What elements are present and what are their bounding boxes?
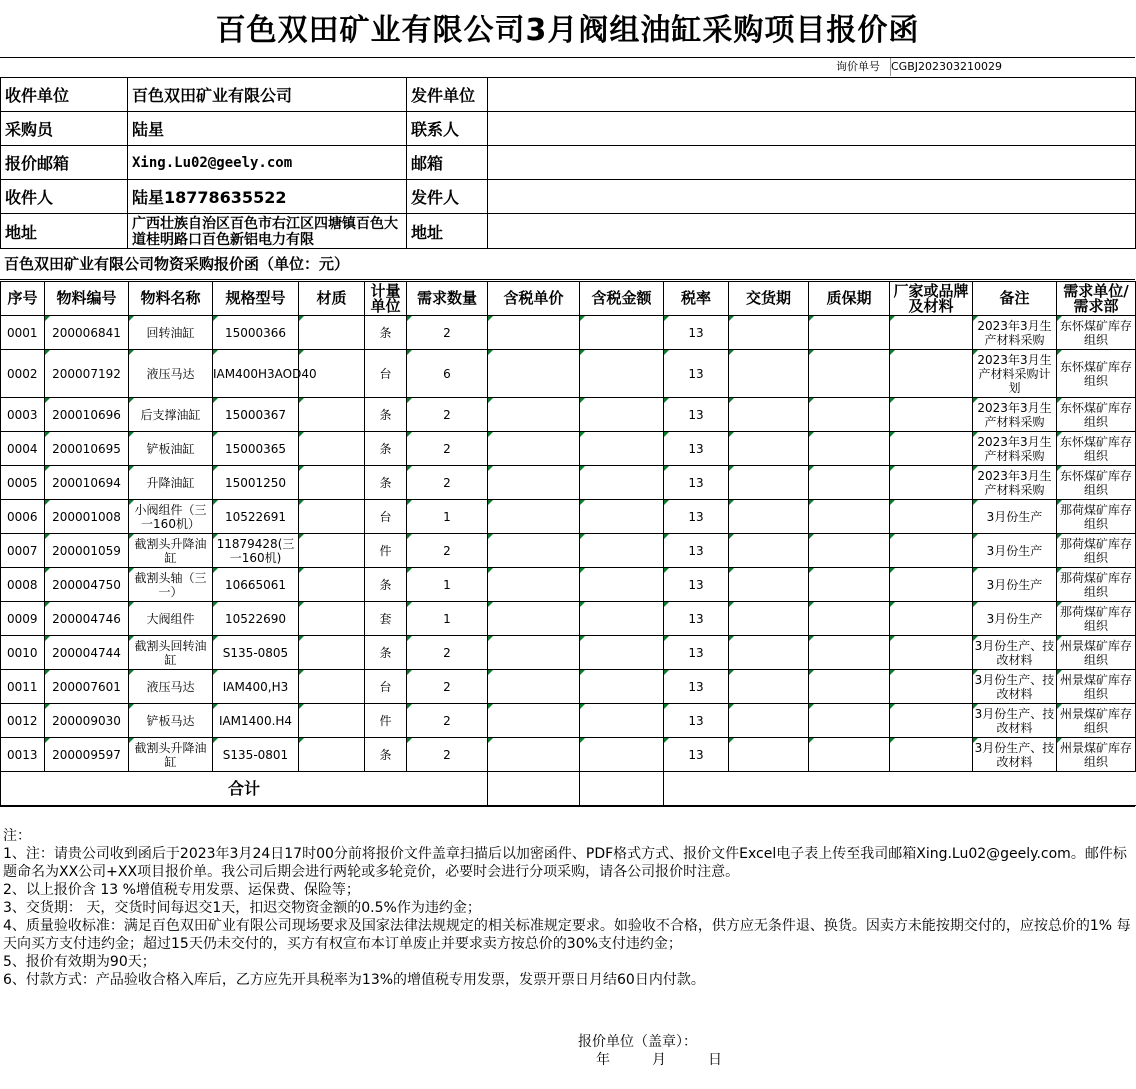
item-no: 0002 [1,350,45,398]
item-material [299,398,365,432]
item-warranty [809,704,890,738]
item-unit: 条 [365,568,407,602]
item-code: 200010696 [45,398,129,432]
item-delivery [729,636,809,670]
item-unit-price [488,534,580,568]
item-unit-price [488,398,580,432]
item-dept: 东怀煤矿库存组织 [1057,398,1136,432]
item-tax-rate: 13 [664,670,729,704]
item-no: 0006 [1,500,45,534]
table-row [1,670,1136,704]
item-spec: 15000366 [213,316,299,350]
item-name: 截割头升降油缸 [129,534,213,568]
item-qty: 2 [407,704,488,738]
item-name: 截割头升降油缸 [129,738,213,772]
item-warranty [809,466,890,500]
item-name: 截割头回转油缸 [129,636,213,670]
item-code: 200010695 [45,432,129,466]
email-value [488,146,1136,180]
sender-receiver-table [0,77,1136,249]
table-row [1,636,1136,670]
item-qty: 2 [407,432,488,466]
items-table [0,281,1136,806]
item-qty: 1 [407,602,488,636]
item-brand [890,350,973,398]
item-dept: 东怀煤矿库存组织 [1057,432,1136,466]
item-delivery [729,534,809,568]
item-amount [580,738,664,772]
item-warranty [809,568,890,602]
item-dept: 州景煤矿库存组织 [1057,636,1136,670]
col-header-spec: 规格型号 [213,282,299,316]
item-tax-rate: 13 [664,738,729,772]
item-name: 小阀组件（三一160机） [129,500,213,534]
item-code: 200004744 [45,636,129,670]
item-warranty [809,670,890,704]
item-unit-price [488,738,580,772]
item-spec: 15000365 [213,432,299,466]
item-unit: 条 [365,398,407,432]
note-line: 5、报价有效期为90天； [3,954,156,970]
item-brand [890,704,973,738]
sender-value [488,180,1136,214]
item-spec: 15000367 [213,398,299,432]
item-name: 截割头轴（三一） [129,568,213,602]
sender-company-label: 发件单位 [407,78,488,112]
item-unit: 条 [365,636,407,670]
header-row [1,78,1136,112]
item-material [299,350,365,398]
note-line: 4、质量验收标准：满足百色双田矿业有限公司现场要求及国家法律法规规定的相关标准规定要求。如验收不合格，供方应无条件退、换货。因卖方未能按期交付的，应按总价的1% 每天向买方支付违约金；超过15天仍未交付的，买方有权宣布本订单废止并要求卖方按总价的30%支付违约金； [3,918,1131,952]
item-name: 液压马达 [129,670,213,704]
item-qty: 2 [407,466,488,500]
col-header-remark: 备注 [973,282,1057,316]
item-remark: 2023年3月生产材料采购计划 [973,350,1057,398]
item-tax-rate: 13 [664,432,729,466]
item-code: 200009030 [45,704,129,738]
item-brand [890,738,973,772]
item-dept: 东怀煤矿库存组织 [1057,350,1136,398]
item-warranty [809,398,890,432]
item-spec: 11879428(三一160机) [213,534,299,568]
inquiry-number-value: CGBJ202303210029 [890,58,1135,76]
item-unit: 条 [365,432,407,466]
table-row [1,432,1136,466]
item-remark: 2023年3月生产材料采购 [973,466,1057,500]
item-qty: 2 [407,534,488,568]
header-row [1,146,1136,180]
item-code: 200001008 [45,500,129,534]
quote-email-value: Xing.Lu02@geely.com [128,146,407,180]
item-spec: 15001250 [213,466,299,500]
item-dept: 那荷煤矿库存组织 [1057,602,1136,636]
item-unit: 条 [365,316,407,350]
item-material [299,316,365,350]
item-no: 0008 [1,568,45,602]
col-header-unit: 计量单位 [365,282,407,316]
item-no: 0009 [1,602,45,636]
item-amount [580,350,664,398]
item-qty: 6 [407,350,488,398]
item-unit: 台 [365,670,407,704]
col-header-delivery: 交货期 [729,282,809,316]
item-unit-price [488,432,580,466]
note-line: 6、付款方式：产品验收合格入库后，乙方应先开具税率为13%的增值税专用发票，发票开票日月结60日内付款。 [3,972,705,988]
table-row [1,568,1136,602]
recipient-label: 收件人 [1,180,128,214]
signature-block [578,1033,722,1069]
total-unit-price-cell [488,772,580,806]
item-material [299,500,365,534]
item-dept: 州景煤矿库存组织 [1057,670,1136,704]
item-tax-rate: 13 [664,466,729,500]
item-delivery [729,500,809,534]
item-spec: 10522691 [213,500,299,534]
item-remark: 3月份生产、技改材料 [973,670,1057,704]
item-amount [580,316,664,350]
sender-address-value [488,214,1136,249]
header-row [1,112,1136,146]
item-unit-price [488,466,580,500]
item-material [299,670,365,704]
item-tax-rate: 13 [664,316,729,350]
item-brand [890,670,973,704]
item-amount [580,500,664,534]
item-no: 0004 [1,432,45,466]
total-label: 合计 [1,772,488,806]
email-label: 邮箱 [407,146,488,180]
col-header-material: 材质 [299,282,365,316]
item-warranty [809,350,890,398]
item-qty: 2 [407,398,488,432]
recipient-value: 陆星18778635522 [128,180,407,214]
item-tax-rate: 13 [664,350,729,398]
item-amount [580,670,664,704]
item-qty: 1 [407,500,488,534]
item-remark: 2023年3月生产材料采购 [973,432,1057,466]
item-warranty [809,534,890,568]
buyer-label: 采购员 [1,112,128,146]
notes-section [0,806,1135,1089]
table-row [1,704,1136,738]
item-amount [580,636,664,670]
item-unit-price [488,568,580,602]
item-no: 0001 [1,316,45,350]
item-name: 升降油缸 [129,466,213,500]
contact-value [488,112,1136,146]
table-row [1,466,1136,500]
col-header-name: 物料名称 [129,282,213,316]
item-code: 200007601 [45,670,129,704]
item-remark: 3月份生产、技改材料 [973,704,1057,738]
item-remark: 3月份生产 [973,500,1057,534]
note-line: 1、注：请贵公司收到函后于2023年3月24日17时00分前将报价文件盖章扫描后以加密函件、PDF格式方式、报价文件Excel电子表上传至我司邮箱Xing.Lu02@geely.com。邮件标题命名为XX公司+XX项目报价单。我公司后期会进行两轮或多轮竞价，必要时会进行分项采购，请各公司报价时注意。 [3,846,1127,880]
item-amount [580,466,664,500]
item-code: 200006841 [45,316,129,350]
item-code: 200009597 [45,738,129,772]
item-delivery [729,738,809,772]
item-name: 铲板油缸 [129,432,213,466]
item-material [299,432,365,466]
item-dept: 那荷煤矿库存组织 [1057,500,1136,534]
item-spec: IAM400H3AOD40 [213,350,299,398]
col-header-qty: 需求数量 [407,282,488,316]
item-brand [890,466,973,500]
item-name: 大阀组件 [129,602,213,636]
item-material [299,466,365,500]
item-no: 0007 [1,534,45,568]
item-amount [580,568,664,602]
item-material [299,636,365,670]
item-no: 0013 [1,738,45,772]
item-amount [580,602,664,636]
address-value: 广西壮族自治区百色市右江区四塘镇百色大道桂明路口百色新铝电力有限 [128,214,407,249]
item-material [299,602,365,636]
item-delivery [729,704,809,738]
note-line: 注： [3,828,31,844]
note-line: 2、以上报价含 13 %增值税专用发票、运保费、保险等； [3,882,360,898]
recipient-company-label: 收件单位 [1,78,128,112]
item-brand [890,602,973,636]
item-brand [890,568,973,602]
quote-email-label: 报价邮箱 [1,146,128,180]
item-qty: 2 [407,738,488,772]
item-delivery [729,568,809,602]
item-delivery [729,316,809,350]
item-delivery [729,602,809,636]
address-label: 地址 [1,214,128,249]
item-tax-rate: 13 [664,602,729,636]
item-unit: 台 [365,500,407,534]
item-delivery [729,670,809,704]
item-brand [890,398,973,432]
item-unit-price [488,636,580,670]
item-code: 200007192 [45,350,129,398]
col-header-unit-price: 含税单价 [488,282,580,316]
recipient-company-value: 百色双田矿业有限公司 [128,78,407,112]
item-spec: IAM400,H3 [213,670,299,704]
item-spec: S135-0805 [213,636,299,670]
signature-date: 年 月 日 [596,1052,722,1068]
item-name: 铲板马达 [129,704,213,738]
item-unit: 条 [365,738,407,772]
item-code: 200004746 [45,602,129,636]
item-unit: 条 [365,466,407,500]
table-row [1,534,1136,568]
item-brand [890,636,973,670]
item-warranty [809,316,890,350]
item-remark: 2023年3月生产材料采购 [973,398,1057,432]
item-delivery [729,466,809,500]
item-unit: 件 [365,534,407,568]
item-material [299,704,365,738]
item-unit-price [488,602,580,636]
col-header-brand: 厂家或品牌及材料 [890,282,973,316]
item-tax-rate: 13 [664,500,729,534]
total-row [1,772,1136,806]
item-spec: S135-0801 [213,738,299,772]
item-unit-price [488,670,580,704]
item-unit: 台 [365,350,407,398]
item-brand [890,316,973,350]
item-unit: 件 [365,704,407,738]
item-delivery [729,350,809,398]
item-amount [580,704,664,738]
col-header-no: 序号 [1,282,45,316]
table-subtitle: 百色双田矿业有限公司物资采购报价函（单位：元） [0,247,1135,280]
col-header-tax-rate: 税率 [664,282,729,316]
table-row [1,738,1136,772]
item-material [299,568,365,602]
item-remark: 3月份生产 [973,602,1057,636]
item-warranty [809,738,890,772]
col-header-code: 物料编号 [45,282,129,316]
item-code: 200004750 [45,568,129,602]
item-warranty [809,602,890,636]
item-qty: 2 [407,316,488,350]
contact-label: 联系人 [407,112,488,146]
item-tax-rate: 13 [664,534,729,568]
item-remark: 3月份生产 [973,534,1057,568]
col-header-amount: 含税金额 [580,282,664,316]
table-row [1,350,1136,398]
col-header-dept: 需求单位/需求部 [1057,282,1136,316]
item-qty: 1 [407,568,488,602]
item-amount [580,534,664,568]
item-unit-price [488,316,580,350]
item-remark: 2023年3月生产材料采购 [973,316,1057,350]
signature-company-label: 报价单位（盖章）： [578,1034,697,1050]
total-rest-cell [664,772,1136,806]
col-header-warranty: 质保期 [809,282,890,316]
item-warranty [809,636,890,670]
item-dept: 州景煤矿库存组织 [1057,738,1136,772]
item-tax-rate: 13 [664,398,729,432]
item-no: 0010 [1,636,45,670]
item-dept: 东怀煤矿库存组织 [1057,466,1136,500]
header-row [1,180,1136,214]
item-amount [580,398,664,432]
item-unit-price [488,704,580,738]
item-warranty [809,500,890,534]
item-no: 0005 [1,466,45,500]
table-row [1,500,1136,534]
column-header-row [1,282,1136,316]
item-tax-rate: 13 [664,704,729,738]
item-delivery [729,398,809,432]
item-name: 回转油缸 [129,316,213,350]
item-no: 0003 [1,398,45,432]
item-code: 200010694 [45,466,129,500]
item-spec: 10665061 [213,568,299,602]
header-row [1,214,1136,249]
item-brand [890,534,973,568]
total-amount-cell [580,772,664,806]
note-line: 3、交货期： 天，交货时间每迟交1天，扣迟交物资金额的0.5%作为违约金； [3,900,481,916]
item-tax-rate: 13 [664,568,729,602]
table-row [1,398,1136,432]
item-dept: 东怀煤矿库存组织 [1057,316,1136,350]
table-row [1,316,1136,350]
inquiry-number-label: 询价单号 [836,60,880,73]
item-brand [890,500,973,534]
sender-address-label: 地址 [407,214,488,249]
item-qty: 2 [407,670,488,704]
item-code: 200001059 [45,534,129,568]
item-remark: 3月份生产 [973,568,1057,602]
item-no: 0011 [1,670,45,704]
item-delivery [729,432,809,466]
item-spec: 10522690 [213,602,299,636]
item-material [299,534,365,568]
item-unit-price [488,350,580,398]
item-tax-rate: 13 [664,636,729,670]
item-dept: 那荷煤矿库存组织 [1057,534,1136,568]
item-warranty [809,432,890,466]
sender-company-value [488,78,1136,112]
table-row [1,602,1136,636]
item-unit-price [488,500,580,534]
item-spec: IAM1400.H4 [213,704,299,738]
item-brand [890,432,973,466]
item-name: 后支撑油缸 [129,398,213,432]
sender-label: 发件人 [407,180,488,214]
item-material [299,738,365,772]
item-remark: 3月份生产、技改材料 [973,636,1057,670]
item-dept: 那荷煤矿库存组织 [1057,568,1136,602]
item-amount [580,432,664,466]
item-qty: 2 [407,636,488,670]
item-unit: 套 [365,602,407,636]
item-dept: 州景煤矿库存组织 [1057,704,1136,738]
item-name: 液压马达 [129,350,213,398]
item-no: 0012 [1,704,45,738]
buyer-value: 陆星 [128,112,407,146]
item-remark: 3月份生产、技改材料 [973,738,1057,772]
page-title: 百色双田矿业有限公司3月阀组油缸采购项目报价函 [0,0,1135,58]
